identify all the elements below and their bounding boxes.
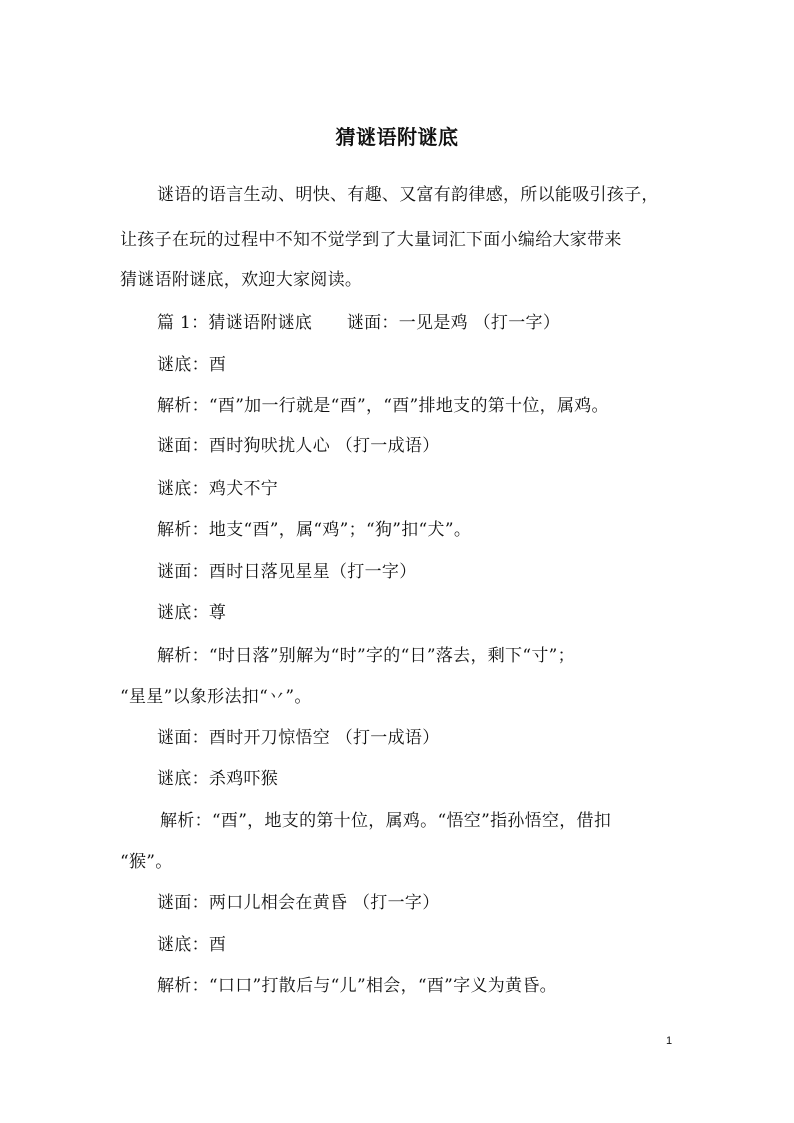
riddle-line-6: 解析：地支“酉”，属“鸡”；“狗”扣“犬”。 — [157, 520, 472, 540]
riddle-line-17: 解析：“口口”打散后与“儿”相会，“酉”字义为黄昏。 — [157, 976, 557, 996]
intro-line-1: 谜语的语言生动、明快、有趣、又富有韵律感，所以能吸引孩子， — [157, 185, 659, 205]
riddle-line-13: 解析：“酉”，地支的第十位，属鸡。“悟空”指孙悟空，借扣 — [160, 811, 612, 831]
intro-line-2: 让孩子在玩的过程中不知不觉学到了大量词汇下面小编给大家带来 — [120, 230, 622, 250]
riddle-line-15: 谜面：两口儿相会在黄昏 （打一字） — [157, 893, 440, 913]
page-number: 1 — [666, 1035, 673, 1047]
riddle-line-10: “星星”以象形法扣“丷”。 — [120, 687, 312, 707]
riddle-line-3: 解析：“酉”加一行就是“酉”，“酉”排地支的第十位，属鸡。 — [157, 396, 609, 416]
riddle-line-7: 谜面：酉时日落见星星（打一字） — [157, 562, 417, 582]
intro-line-3: 猜谜语附谜底，欢迎大家阅读。 — [120, 270, 363, 290]
document-title: 猜谜语附谜底 — [335, 125, 459, 149]
riddle-line-11: 谜面：酉时开刀惊悟空 （打一成语） — [157, 728, 440, 748]
riddle-line-16: 谜底：酉 — [157, 935, 227, 955]
riddle-line-4: 谜面：酉时狗吠扰人心 （打一成语） — [157, 436, 440, 456]
riddle-line-2: 谜底：酉 — [157, 355, 227, 375]
riddle-line-9: 解析：“时日落”别解为“时”字的“日”落去，剩下“寸”； — [157, 646, 575, 666]
riddle-line-1: 篇 1：猜谜语附谜底 谜面：一见是鸡 （打一字） — [157, 313, 561, 333]
riddle-line-8: 谜底：尊 — [157, 603, 227, 623]
riddle-line-14: “猴”。 — [120, 852, 173, 872]
riddle-line-5: 谜底：鸡犬不宁 — [157, 479, 279, 499]
riddle-line-12: 谜底：杀鸡吓猴 — [157, 769, 279, 789]
